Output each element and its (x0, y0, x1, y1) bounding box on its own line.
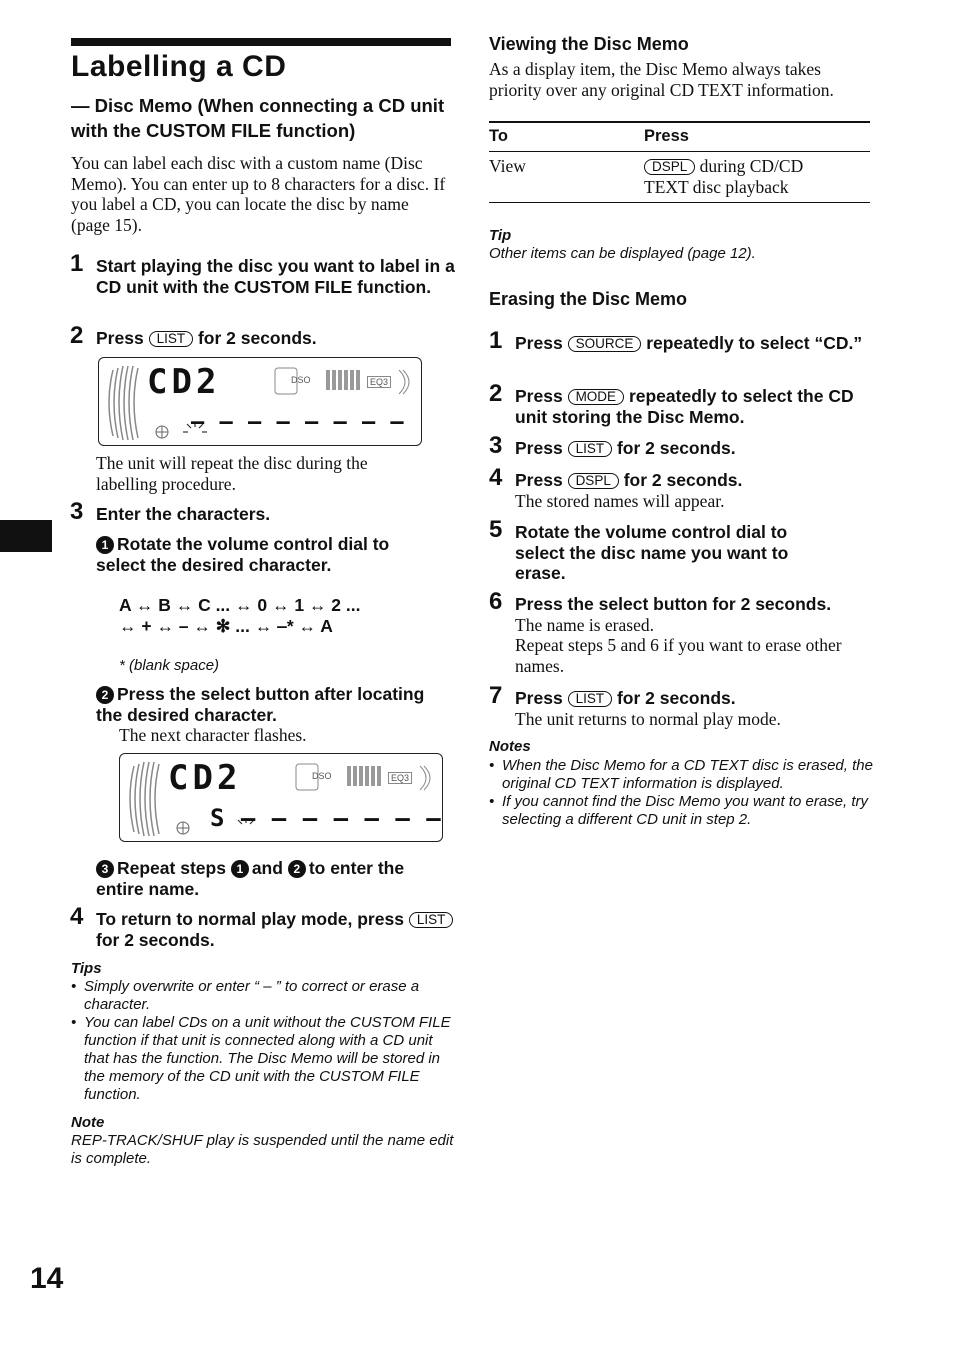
erase-step-1-text (515, 333, 870, 354)
tips-list (71, 978, 451, 1104)
erase-step-4-number: 4 (489, 464, 503, 491)
substep-ref-1-badge: 1 (231, 860, 249, 878)
note-text: REP-TRACK/SHUF play is suspended until the name edit is complete. (71, 1132, 454, 1167)
title-rule (71, 38, 451, 46)
section-tab-marker (0, 520, 52, 552)
table-cell-view: View (489, 156, 526, 176)
eq-badge-1: EQ3 (367, 376, 391, 388)
lcd-name-line-2: S – – – – – – – (210, 804, 442, 832)
erase-step-1-number: 1 (489, 327, 503, 354)
tip-text-right: Other items can be displayed (page 12). (489, 245, 756, 262)
table-cell-press (644, 156, 849, 197)
step-4-post: for 2 seconds. (96, 929, 215, 950)
note-heading: Note (71, 1114, 105, 1131)
tip-text: Simply overwrite or enter “ ‒ ” to correct or erase a character. (84, 978, 420, 1013)
substep-3 (96, 858, 446, 899)
table-cell-press-text: during CD/CD TEXT disc playback (644, 156, 804, 197)
erasing-heading: Erasing the Disc Memo (489, 289, 688, 309)
step-3-text: Enter the characters. (96, 504, 271, 524)
erase-step-4-pre: Press (515, 470, 563, 490)
erase-step-1-post: repeatedly to select “CD.” (646, 333, 863, 353)
dso-badge-1: DSO (291, 375, 311, 385)
erase-step-7-pre: Press (515, 688, 563, 708)
erase-step-2-text (515, 386, 870, 427)
step-1-text: Start playing the disc you want to label in a CD unit with the CUSTOM FILE function. (96, 256, 455, 297)
erase-step-7-number: 7 (489, 682, 503, 709)
dspl-button: DSPL (568, 473, 619, 489)
tip-text: You can label CDs on a unit without the CUSTOM FILE function if that unit is connected along with a CD unit that has the function. The Disc Memo will be stored in the memory of the CD unit with the CUSTOM FILE function. (84, 1014, 451, 1103)
tip-heading-right: Tip (489, 227, 512, 244)
substep-2 (96, 684, 436, 725)
erase-step-3-number: 3 (489, 432, 503, 459)
erase-step-6-number: 6 (489, 588, 503, 615)
footnote-blank-space: * (blank space) (119, 657, 220, 674)
erase-step-4-post: for 2 seconds. (623, 470, 743, 490)
erase-step-4-text (515, 470, 870, 491)
erase-step-2-number: 2 (489, 380, 503, 407)
step-4-text (96, 909, 456, 950)
tip-item: • Simply overwrite or enter “ ‒ ” to correct or erase a character. (71, 978, 451, 1014)
table-bottom-rule (489, 202, 870, 203)
table-top-rule (489, 121, 870, 123)
substep-2-badge: 2 (96, 686, 114, 704)
erase-step-5-number: 5 (489, 516, 503, 543)
erase-step-7-note: The unit returns to normal play mode. (515, 709, 781, 729)
substep-1-badge: 1 (96, 536, 114, 554)
erase-step-2-pre: Press (515, 386, 563, 406)
substep-1-text: Rotate the volume control dial to select the desired character. (96, 534, 390, 575)
substep-3-pre: Repeat steps (117, 858, 226, 878)
erase-step-6-note: The name is erased. (515, 615, 654, 635)
table-header-to: To (489, 127, 508, 145)
mode-button: MODE (568, 389, 625, 405)
notes-list (489, 757, 874, 829)
step-2-text (96, 328, 456, 349)
erase-step-6-note-2: Repeat steps 5 and 6 if you want to erase other names. (515, 635, 842, 676)
substep-2-note: The next character flashes. (119, 725, 307, 745)
lcd-name-line-1: – – – – – – – – (191, 410, 405, 435)
erase-step-6-text: Press the select button for 2 seconds. (515, 594, 832, 614)
step-2-post: for 2 seconds. (197, 328, 317, 348)
eq-badge-2: EQ3 (388, 772, 412, 784)
list-button: LIST (409, 912, 454, 928)
erase-step-3-post: for 2 seconds. (616, 438, 736, 458)
list-button: LIST (568, 691, 613, 707)
step-4-pre: To return to normal play mode, press (96, 909, 404, 929)
erase-step-7-post: for 2 seconds. (616, 688, 736, 708)
table-header-rule (489, 151, 870, 152)
list-button: LIST (149, 331, 194, 347)
substep-3-badge: 3 (96, 860, 114, 878)
note-item-text: If you cannot find the Disc Memo you want to erase, try selecting a different CD unit in step 2. (502, 793, 869, 828)
lcd-main-text-2: CD2 (168, 758, 242, 798)
step-2-note: The unit will repeat the disc during the labelling procedure. (96, 453, 368, 494)
erase-step-3-pre: Press (515, 438, 563, 458)
substep-3-mid: and (251, 858, 283, 878)
erase-step-2-post: repeatedly to select the CD unit storing the Disc Memo. (515, 386, 854, 427)
step-4-number: 4 (70, 903, 84, 930)
erase-step-4-note: The stored names will appear. (515, 491, 725, 511)
substep-3-post: to enter the entire name. (96, 858, 405, 899)
character-sequence-line-1: A ↔ B ↔ C ... ↔ 0 ↔ 1 ↔ 2 ... (119, 595, 361, 615)
character-sequence-line-2: ↔ + ↔ – ↔ ✻ ... ↔ ‒* ↔ A (119, 616, 333, 636)
step-2-pre: Press (96, 328, 144, 348)
table-header-press: Press (644, 127, 689, 145)
substep-2-text: Press the select button after locating the desired character. (96, 684, 425, 725)
intro-paragraph: You can label each disc with a custom name (Disc Memo). You can enter up to 8 characters for a disc. If you label a CD, you can locate the disc by name (page 15). (71, 153, 446, 235)
lcd-display-2 (119, 753, 443, 842)
step-1-number: 1 (70, 250, 84, 277)
page-title: Labelling a CD (71, 50, 287, 83)
notes-heading: Notes (489, 738, 531, 755)
viewing-heading: Viewing the Disc Memo (489, 34, 689, 54)
dspl-button: DSPL (644, 159, 695, 175)
page-subtitle: — Disc Memo (When connecting a CD unit with the CUSTOM FILE function) (71, 95, 445, 141)
source-button: SOURCE (568, 336, 642, 352)
step-3-number: 3 (70, 498, 84, 525)
note-item: • If you cannot find the Disc Memo you want to erase, try selecting a different CD unit in step 2. (489, 793, 874, 829)
page-number: 14 (30, 1262, 64, 1295)
note-item-text: When the Disc Memo for a CD TEXT disc is erased, the original CD TEXT information is displayed. (502, 757, 873, 792)
note-item: • When the Disc Memo for a CD TEXT disc is erased, the original CD TEXT information is displayed. (489, 757, 873, 792)
erase-step-1-pre: Press (515, 333, 563, 353)
erase-step-3-text (515, 438, 870, 459)
tips-heading: Tips (71, 960, 102, 977)
lcd-display-1 (98, 357, 422, 446)
substep-1 (96, 534, 436, 575)
lcd-main-text-1: CD2 (147, 362, 221, 402)
viewing-text: As a display item, the Disc Memo always takes priority over any original CD TEXT information. (489, 59, 834, 100)
substep-ref-2-badge: 2 (288, 860, 306, 878)
erase-step-7-text (515, 688, 870, 709)
step-2-number: 2 (70, 322, 84, 349)
erase-step-5-text: Rotate the volume control dial to select the disc name you want to erase. (515, 522, 789, 583)
list-button: LIST (568, 441, 613, 457)
tip-item: • You can label CDs on a unit without the CUSTOM FILE function if that unit is connected along with a CD unit that has the function. The Disc Memo will be stored in the memory of the CD unit with the CUSTOM FILE function. (71, 1014, 451, 1103)
dso-badge-2: DSO (312, 771, 332, 781)
